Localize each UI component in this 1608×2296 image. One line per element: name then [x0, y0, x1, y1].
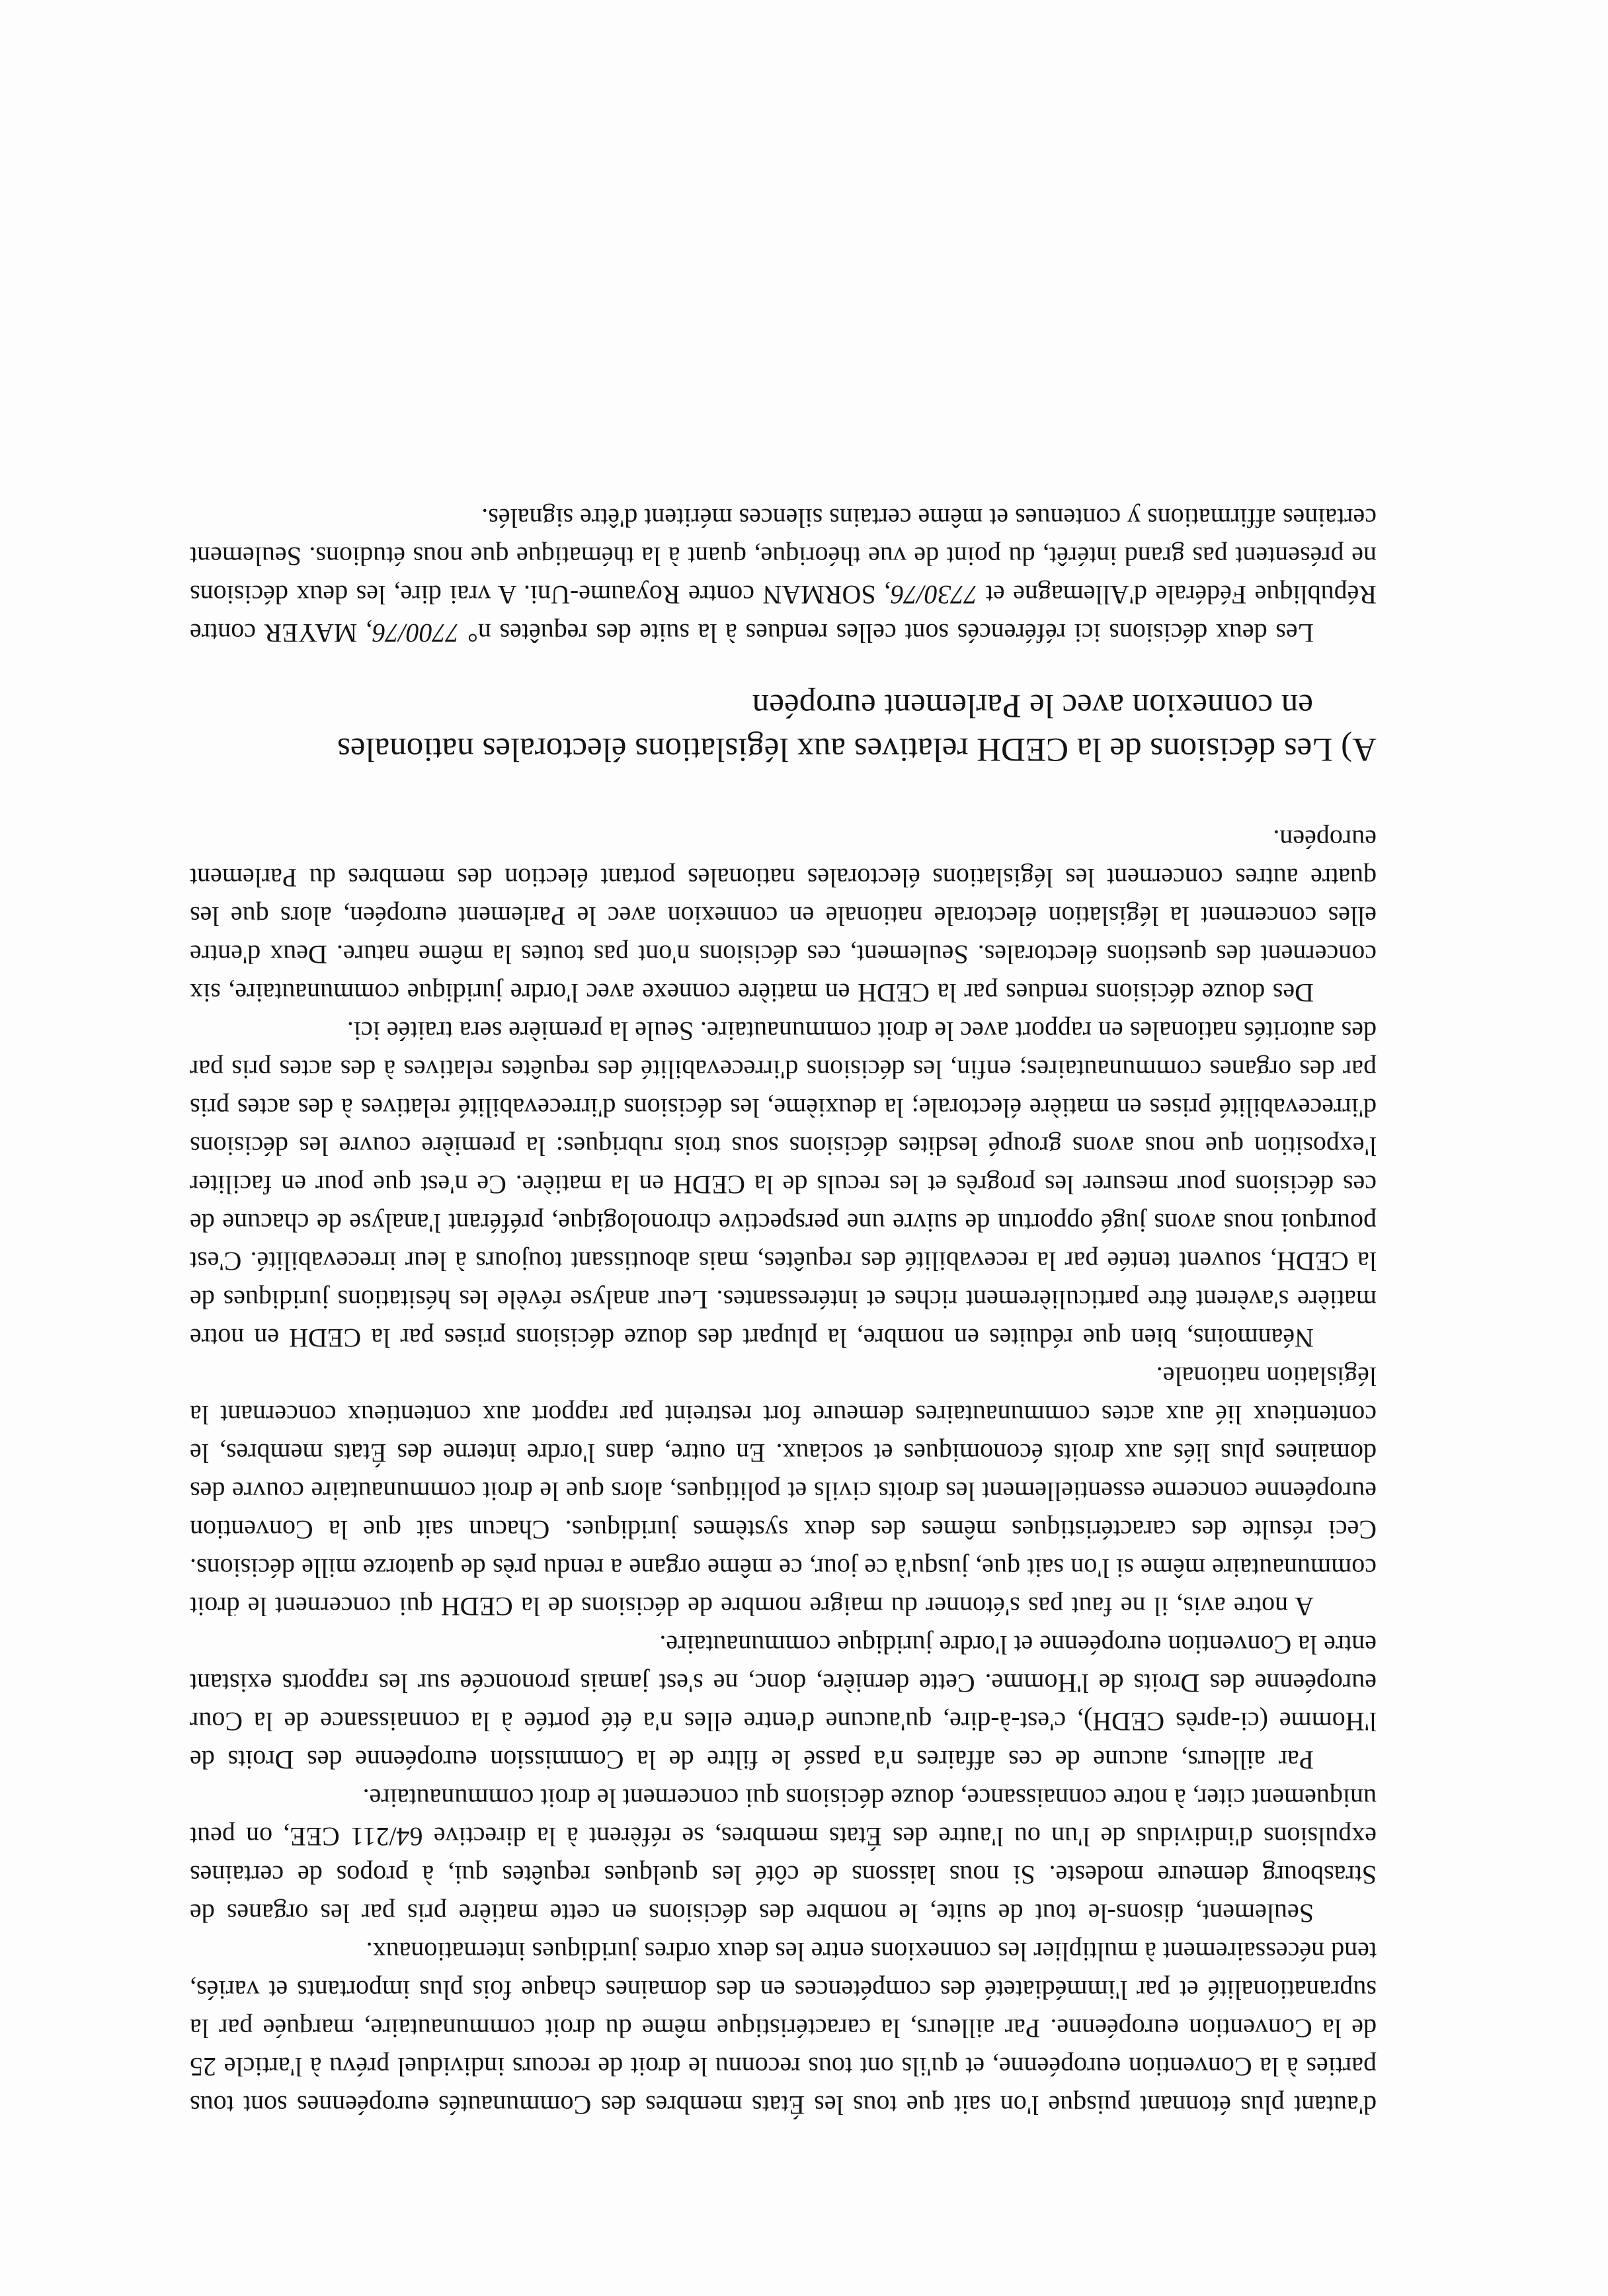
- request-number-2: 7730/76: [891, 580, 978, 610]
- paragraph-3: Par ailleurs, aucune de ces affaires n'a passé le filtre de la Commission européenne des Droits de l'Homme (ci-après CEDH), c'est-à-dire, qu'aucune d'entre elles n'a été portée à la connaissance de la Cour européenne des Droits de l'Homme. Cette dernière, donc, ne s'est jamais prononcée sur les rapports existant entre la Convention européenne et l'ordre juridique communautaire.: [190, 1630, 1377, 1775]
- paragraph-6: Des douze décisions rendues par la CEDH en matière connexe avec l'ordre juridique communautaire, six concernent des questions électorales. Seulement, ces décisions n'ont pas toutes la même nature. Deux d'entre elles concernent la législation électorale nationale en connexion avec le Parlement européen, alors que les quatre autres concernent les législations électorales nationales portant élection des membres du Parlement européen.: [190, 825, 1377, 1008]
- paragraph-7: [190, 499, 1377, 652]
- paragraph-1: d'autant plus étonnant puisque l'on sait que tous les États membres des Communautés européennes sont tous parties à la Convention européenne, et qu'ils ont tous reconnu le droit de recours individuel prévu à l'article 25 de la Convention européenne. Par ailleurs, la caractéristique même du droit communautaire, marquée par la supranationalité et par l'immédiateté des compétences en des domaines chaque fois plus importants et variés, tend nécessairement à multiplier les connexions entre les deux ordres juridiques internationaux.: [190, 1937, 1377, 2120]
- page-body: [190, 499, 1377, 2124]
- paragraph-2: Seulement, disons-le tout de suite, le nombre des décisions en cette matière pris par les organes de Strasbourg demeure modeste. Si nous laissons de côté les quelques requêtes qui, à propos de certaines expulsions d'individus de l'un ou l'autre des États membres, se réfèrent à la directive 64/211 CEE, on peut uniquement citer, à notre connaissance, douze décisions qui concernent le droit communautaire.: [190, 1784, 1377, 1928]
- paragraph-4: A notre avis, il ne faut pas s'étonner du maigre nombre de décisions de la CEDH qui concernent le droit communautaire même si l'on sait que, jusqu'à ce jour, ce même organe a rendu près de quatorze mille décisions. Ceci résulte des caractéristiques mêmes des deux systèmes juridiques. Chacun sait que la Convention européenne concerne essentiellement les droits civils et politiques, alors que le droit communautaire couvre des domaines plus liés aux droits économiques et sociaux. En outre, dans l'ordre interne des États membres, le contentieux lié aux actes communautaires demeure fort restreint par rapport aux contentieux concernant la législation nationale.: [190, 1362, 1377, 1621]
- request-number-1: 7700/76: [372, 618, 460, 648]
- paragraph-5: Néanmoins, bien que réduites en nombre, la plupart des douze décisions prises par la CEDH en notre matière s'avèrent être particulièrement riches et intéressantes. Leur analyse révèle les hésitations juridiques de la CEDH, souvent tentée par la recevabilité des requêtes, mais aboutissant toujours à leur irrecevabilité. C'est pourquoi nous avons jugé opportun de suivre une perspective chronologique, préférant l'analyse de chacune de ces décisions pour mesurer les progrès et les reculs de la CEDH en la matière. Ce n'est que pour en faciliter l'exposition que nous avons groupé lesdites décisions sous trois rubriques: la première couvre les décisions d'irrecevabilité prises en matière électorale; la deuxième, les décisions d'irrecevabilité relatives à des actes pris par des organes communautaires; enfin, les décisions d'irrecevabilité des requêtes relatives à des actes pris par des autorités nationales en rapport avec le droit communautaire. Seule la première sera traitée ici.: [190, 1016, 1377, 1353]
- paragraph-7-rest: , SORMAN contre Royaume-Uni. A vrai dire, les deux décisions ne présentent pas grand intérêt, du point de vue théorique, quant à la thématique que nous étudions. Seulement certaines affirmations y contenues et même certains silences méritent d'être signalés.: [190, 503, 1377, 610]
- section-heading-line-1: A) Les décisions de la CEDH relatives aux législations électorales nationales: [337, 731, 1377, 768]
- section-heading-line-2: en connexion avec le Parlement européen: [752, 687, 1313, 724]
- paragraph-7-intro: Les deux décisions ici référencés sont celles rendues à la suite des requêtes n°: [459, 618, 1314, 648]
- section-heading: [190, 684, 1377, 771]
- paragraph-7-middle: , MAYER contre République Fédérale d'Allemagne et: [190, 580, 1377, 648]
